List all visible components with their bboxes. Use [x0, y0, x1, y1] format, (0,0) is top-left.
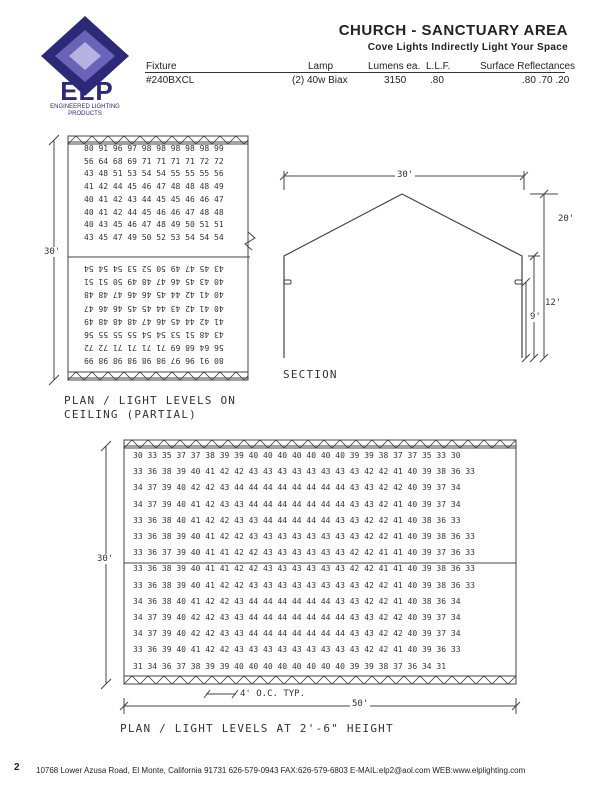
logo-tagline-2: PRODUCTS	[68, 111, 102, 117]
ceiling-level-row-mirrored: 43 48 51 53 54 54 55 55 55 56	[84, 330, 224, 339]
floor-caption: PLAN / LIGHT LEVELS AT 2'-6" HEIGHT	[120, 722, 394, 735]
val-llf: .80	[430, 75, 444, 86]
section-caption: SECTION	[283, 368, 338, 381]
floor-level-row: 34 37 39 40 42 42 43 43 44 44 44 44 44 44 44 43 43 42 42 40 39 37 34	[133, 613, 461, 622]
ceiling-level-row-mirrored: 40 41 42 44 45 46 46 47 48 48	[84, 290, 224, 300]
ceiling-level-row: 41 42 44 45 46 47 48 48 48 49	[84, 182, 224, 192]
page-subtitle: Cove Lights Indirectly Light Your Space	[367, 42, 568, 53]
ceiling-level-row: 40 41 42 44 45 46 46 47 48 48	[84, 207, 224, 217]
val-lamp: (2) 40w Biax	[292, 75, 348, 86]
ceiling-level-row-mirrored: 43 45 47 49 50 52 53 54 54 54	[84, 264, 224, 273]
floor-level-row: 34 36 38 40 41 42 42 43 44 44 44 44 44 44 43 43 42 42 41 40 38 36 34	[133, 596, 461, 606]
val-reflectances: .80 .70 .20	[522, 75, 570, 86]
ceiling-level-row: 43 48 51 53 54 54 55 55 55 56	[84, 169, 224, 179]
ceiling-level-row-mirrored: 56 64 68 69 71 71 71 71 72 72	[84, 343, 224, 353]
floor-level-row: 33 36 38 39 40 41 42 42 43 43 43 43 43 43 43 43 42 42 41 40 39 38 36 33	[133, 532, 475, 541]
ceiling-level-row: 56 64 68 69 71 71 71 71 72 72	[84, 156, 224, 166]
floor-level-row: 31 34 36 37 38 39 39 40 40 40 40 40 40 40 40 39 39 38 37 36 34 31	[133, 661, 447, 671]
footer-address: 10768 Lower Azusa Road, El Monte, California 91731 626-579-0943 FAX:626-579-6803 E-MAIL:elp2@aol.com WEB:www.elplighting.com	[36, 766, 526, 775]
val-lumens: 3150	[384, 75, 407, 86]
floor-width-dim: 50'	[352, 699, 369, 709]
floor-level-row: 33 36 38 39 40 41 41 42 42 43 43 43 43 43 43 42 42 41 41 40 39 38 36 33	[133, 564, 475, 574]
floor-height-dim: 30'	[97, 554, 114, 564]
header-rule	[145, 72, 565, 73]
col-fixture: Fixture	[146, 61, 177, 72]
ceiling-level-row-mirrored: 41 42 44 45 46 47 48 48 48 49	[84, 316, 224, 326]
floor-level-row: 34 37 39 40 42 42 43 44 44 44 44 44 44 44 44 43 43 42 42 40 39 37 34	[133, 483, 461, 493]
ceiling-level-row: 40 43 45 46 47 48 49 50 51 51	[84, 220, 224, 230]
ceiling-caption-2: CEILING (PARTIAL)	[64, 408, 197, 421]
floor-level-row: 33 36 39 40 41 42 42 43 43 43 43 43 43 43 43 43 42 42 41 40 39 36 33	[133, 645, 461, 655]
val-fixture: #240BXCL	[146, 75, 195, 86]
ceiling-caption-1: PLAN / LIGHT LEVELS ON	[64, 394, 237, 407]
floor-plan-frame	[96, 436, 526, 716]
floor-level-row: 33 36 38 39 40 41 42 42 43 43 43 43 43 43 43 43 42 42 41 40 39 38 36 33	[133, 580, 475, 590]
floor-level-row: 34 37 39 40 41 42 43 43 44 44 44 44 44 44 44 43 43 42 41 40 39 37 34	[133, 499, 461, 509]
logo-tagline-1: ENGINEERED LIGHTING	[50, 104, 120, 110]
ceiling-level-row-mirrored: 40 43 45 46 47 48 49 50 51 51	[84, 277, 224, 287]
floor-level-row: 33 36 37 39 40 41 41 42 42 43 43 43 43 43 43 42 42 41 41 40 39 37 36 33	[133, 548, 475, 558]
section-drawing	[278, 168, 578, 368]
floor-level-row: 30 33 35 37 37 38 39 39 40 40 40 40 40 40 40 39 39 38 37 37 35 33 30	[133, 451, 461, 460]
ceiling-height-dim: 30'	[44, 247, 61, 257]
floor-level-row: 33 36 38 40 41 42 42 43 43 44 44 44 44 44 43 43 42 42 41 40 38 36 33	[133, 515, 461, 525]
ceiling-level-row: 40 41 42 43 44 45 45 46 46 47	[84, 194, 224, 204]
col-lumens: Lumens ea.	[368, 61, 421, 72]
fixture-spacing-dim: 4' O.C. TYP.	[240, 689, 306, 699]
ceiling-level-row: 80 91 96 97 98 98 98 98 98 99	[84, 144, 224, 153]
floor-level-row: 34 37 39 40 42 42 43 43 44 44 44 44 44 44 44 43 43 42 42 40 39 37 34	[133, 629, 461, 639]
section-rise-dim: 20'	[558, 214, 575, 224]
floor-level-row: 33 36 38 39 40 41 42 42 43 43 43 43 43 43 43 43 42 42 41 40 39 38 36 33	[133, 467, 475, 477]
page-number: 2	[14, 762, 20, 773]
col-llf: L.L.F.	[426, 61, 451, 72]
col-lamp: Lamp	[308, 61, 334, 72]
section-cove-dim: 9'	[530, 312, 541, 322]
section-width-dim: 30'	[397, 170, 414, 180]
section-wall-dim: 12'	[545, 298, 562, 308]
ceiling-level-row: 43 45 47 49 50 52 53 54 54 54	[84, 232, 224, 242]
ceiling-level-row-mirrored: 40 41 42 43 44 45 45 46 46 47	[84, 303, 224, 313]
ceiling-level-row-mirrored: 80 91 96 97 98 98 98 98 98 99	[84, 356, 224, 366]
logo-wordmark: ELP	[60, 76, 114, 106]
page-title: CHURCH - SANCTUARY AREA	[338, 22, 568, 39]
col-reflectances: Surface Reflectances	[480, 61, 576, 72]
